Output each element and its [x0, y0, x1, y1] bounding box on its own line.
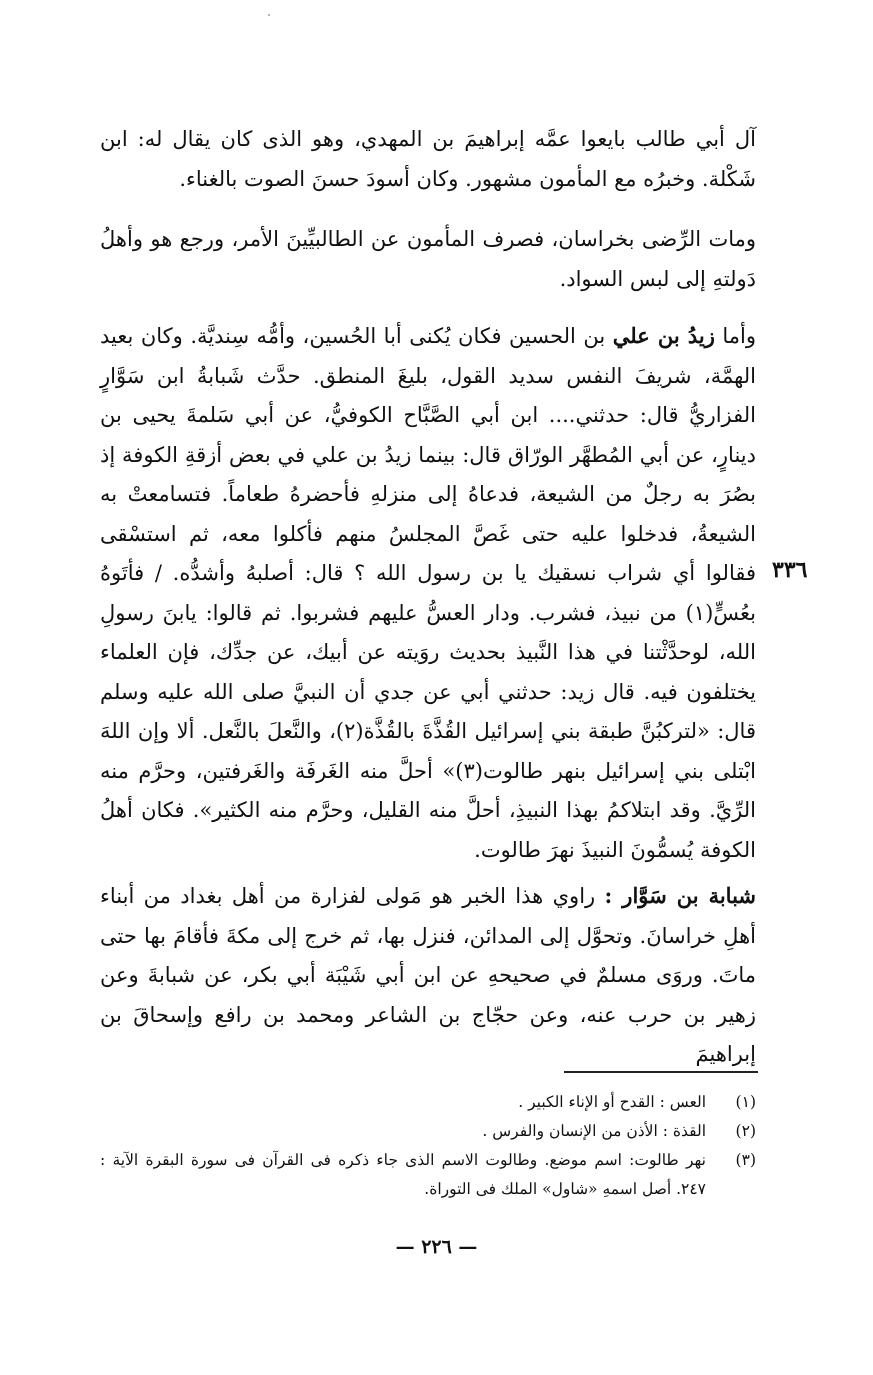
- footnote-number: (١): [735, 1093, 756, 1111]
- shababa-body-text: راوي هذا الخبر هو مَولى لفزارة من أهل بغداد من أبناء أهلِ خراسانَ. وتحوَّل إلى المدائن، فنزل بها، ثم خرج إلى مكةَ فأقامَ بها حتى ماتَ. وروَى مسلمٌ في صحيحهِ عن ابن أبي شَيْبَة أبي بكر، عن شبابةَ وعن زهير بن حرب عنه، وعن حجّاج بن الشاعر ومحمد بن رافع وإسحاقَ بن إبراهيمَ: [100, 884, 756, 1066]
- paragraph-rida-death: ومات الرِّضى بخراسان، فصرف المأمون عن الطالبيِّينَ الأمر، ورجع هو وأهلُ دَولتهِ إلى لبس السواد.: [100, 227, 756, 291]
- footnote-item: [100, 1117, 756, 1146]
- scan-dot: [268, 14, 270, 16]
- paragraph-ibn-shakla: آل أبي طالب بايعوا عمَّه إبراهيمَ بن المهدي، وهو الذى كان يقال له: ابن شَكْلة. وخبرُه مع المأمون مشهور. وكان أسودَ حسنَ الصوت بالغناء.: [100, 127, 756, 191]
- footnote-item: [100, 1146, 756, 1204]
- footnote-number: (٣): [735, 1151, 756, 1169]
- page-number: — ٢٢٦ —: [395, 1236, 478, 1258]
- zaid-name-heading: زيدُ بن علي: [612, 323, 715, 348]
- footnote-text: نهر طالوت: اسم موضع. وطالوت الاسم الذى جاء ذكره فى القرآن فى سورة البقرة الآية : ٢٤٧. أصل اسمهِ «شاول» الملك فى التوراة.: [100, 1151, 706, 1198]
- paragraph-zaid-bin-ali: [100, 316, 756, 870]
- shababa-name-heading: شبابة بن سَوَّار :: [604, 883, 757, 908]
- footnote-item: [100, 1088, 756, 1117]
- footnote-text: العس : القدح أو الإناء الكبير .: [518, 1093, 706, 1111]
- footnote-separator: [564, 1071, 758, 1073]
- footnote-text: القذة : الأذن من الإنسان والفرس .: [482, 1122, 706, 1140]
- zaid-lead-text: وأما: [714, 324, 756, 348]
- zaid-body-text: بن الحسين فكان يُكنى أبا الحُسين، وأمُّه سِنديَّة. وكان بعيد الهمَّة، شريفَ النفس سديد القول، بليغَ المنطق. حدَّث شَبابةُ ابن سَوَّارٍ الفزاريُّ قال: حدثني.... ابن أبي الصَّبَّاح الكوفيُّ، عن أبي سَلمةَ يحيى بن دينارٍ، عن أبي المُطهَّر الورّاق قال: بينما زيدُ بن علي في بعض أزقةِ الكوفة إذ بصُرَ به رجلٌ من الشيعة، فدعاهُ إلى منزلهِ فأحضرهُ طعاماً. فتسامعتْ به الشيعةُ، فدخلوا عليه حتى غَصَّ المجلسُ منهم فأكلوا معه، ثم استسْقى فقالوا أي شراب نسقيك يا بن رسول الله ؟ قال: أصلبهُ وأشدُّه. / فأتَوهُ بعُسٍّ(١) من نبيذ، فشرب. ودار العسُّ عليهم فشربوا. ثم قالوا: يابنَ رسولِ الله، لوحدَّثْتنا في هذا النَّبيذ بحديث روَيته عن أبيك، عن جدِّك، فإن العلماء يختلفون فيه. قال زيد: حدثني أبي عن جدي أن النبيَّ صلى الله عليه وسلم قال: «لتركبُنَّ طبقة بني إسرائيل القُذَّةَ بالقُذَّة(٢)، والنَّعلَ بالنَّعل. ألا وإن اللهَ ابْتلى بني إسرائيل بنهر طالوت(٣)» أحلَّ منه الغَرفَة والغَرفتين، وحرَّم منه الرِّيَّ. وقد ابتلاكمُ بهذا النبيذِ، أحلَّ منه القليل، وحرَّم منه الكثير». فكان أهلُ الكوفة يُسمُّونَ النبيذَ نهرَ طالوت.: [100, 324, 757, 862]
- footnote-number: (٢): [735, 1122, 756, 1140]
- margin-page-reference: ٣٣٦: [772, 557, 808, 583]
- footnotes-list: [100, 1088, 756, 1204]
- paragraph-shababa-bin-sawwar: [100, 876, 756, 1075]
